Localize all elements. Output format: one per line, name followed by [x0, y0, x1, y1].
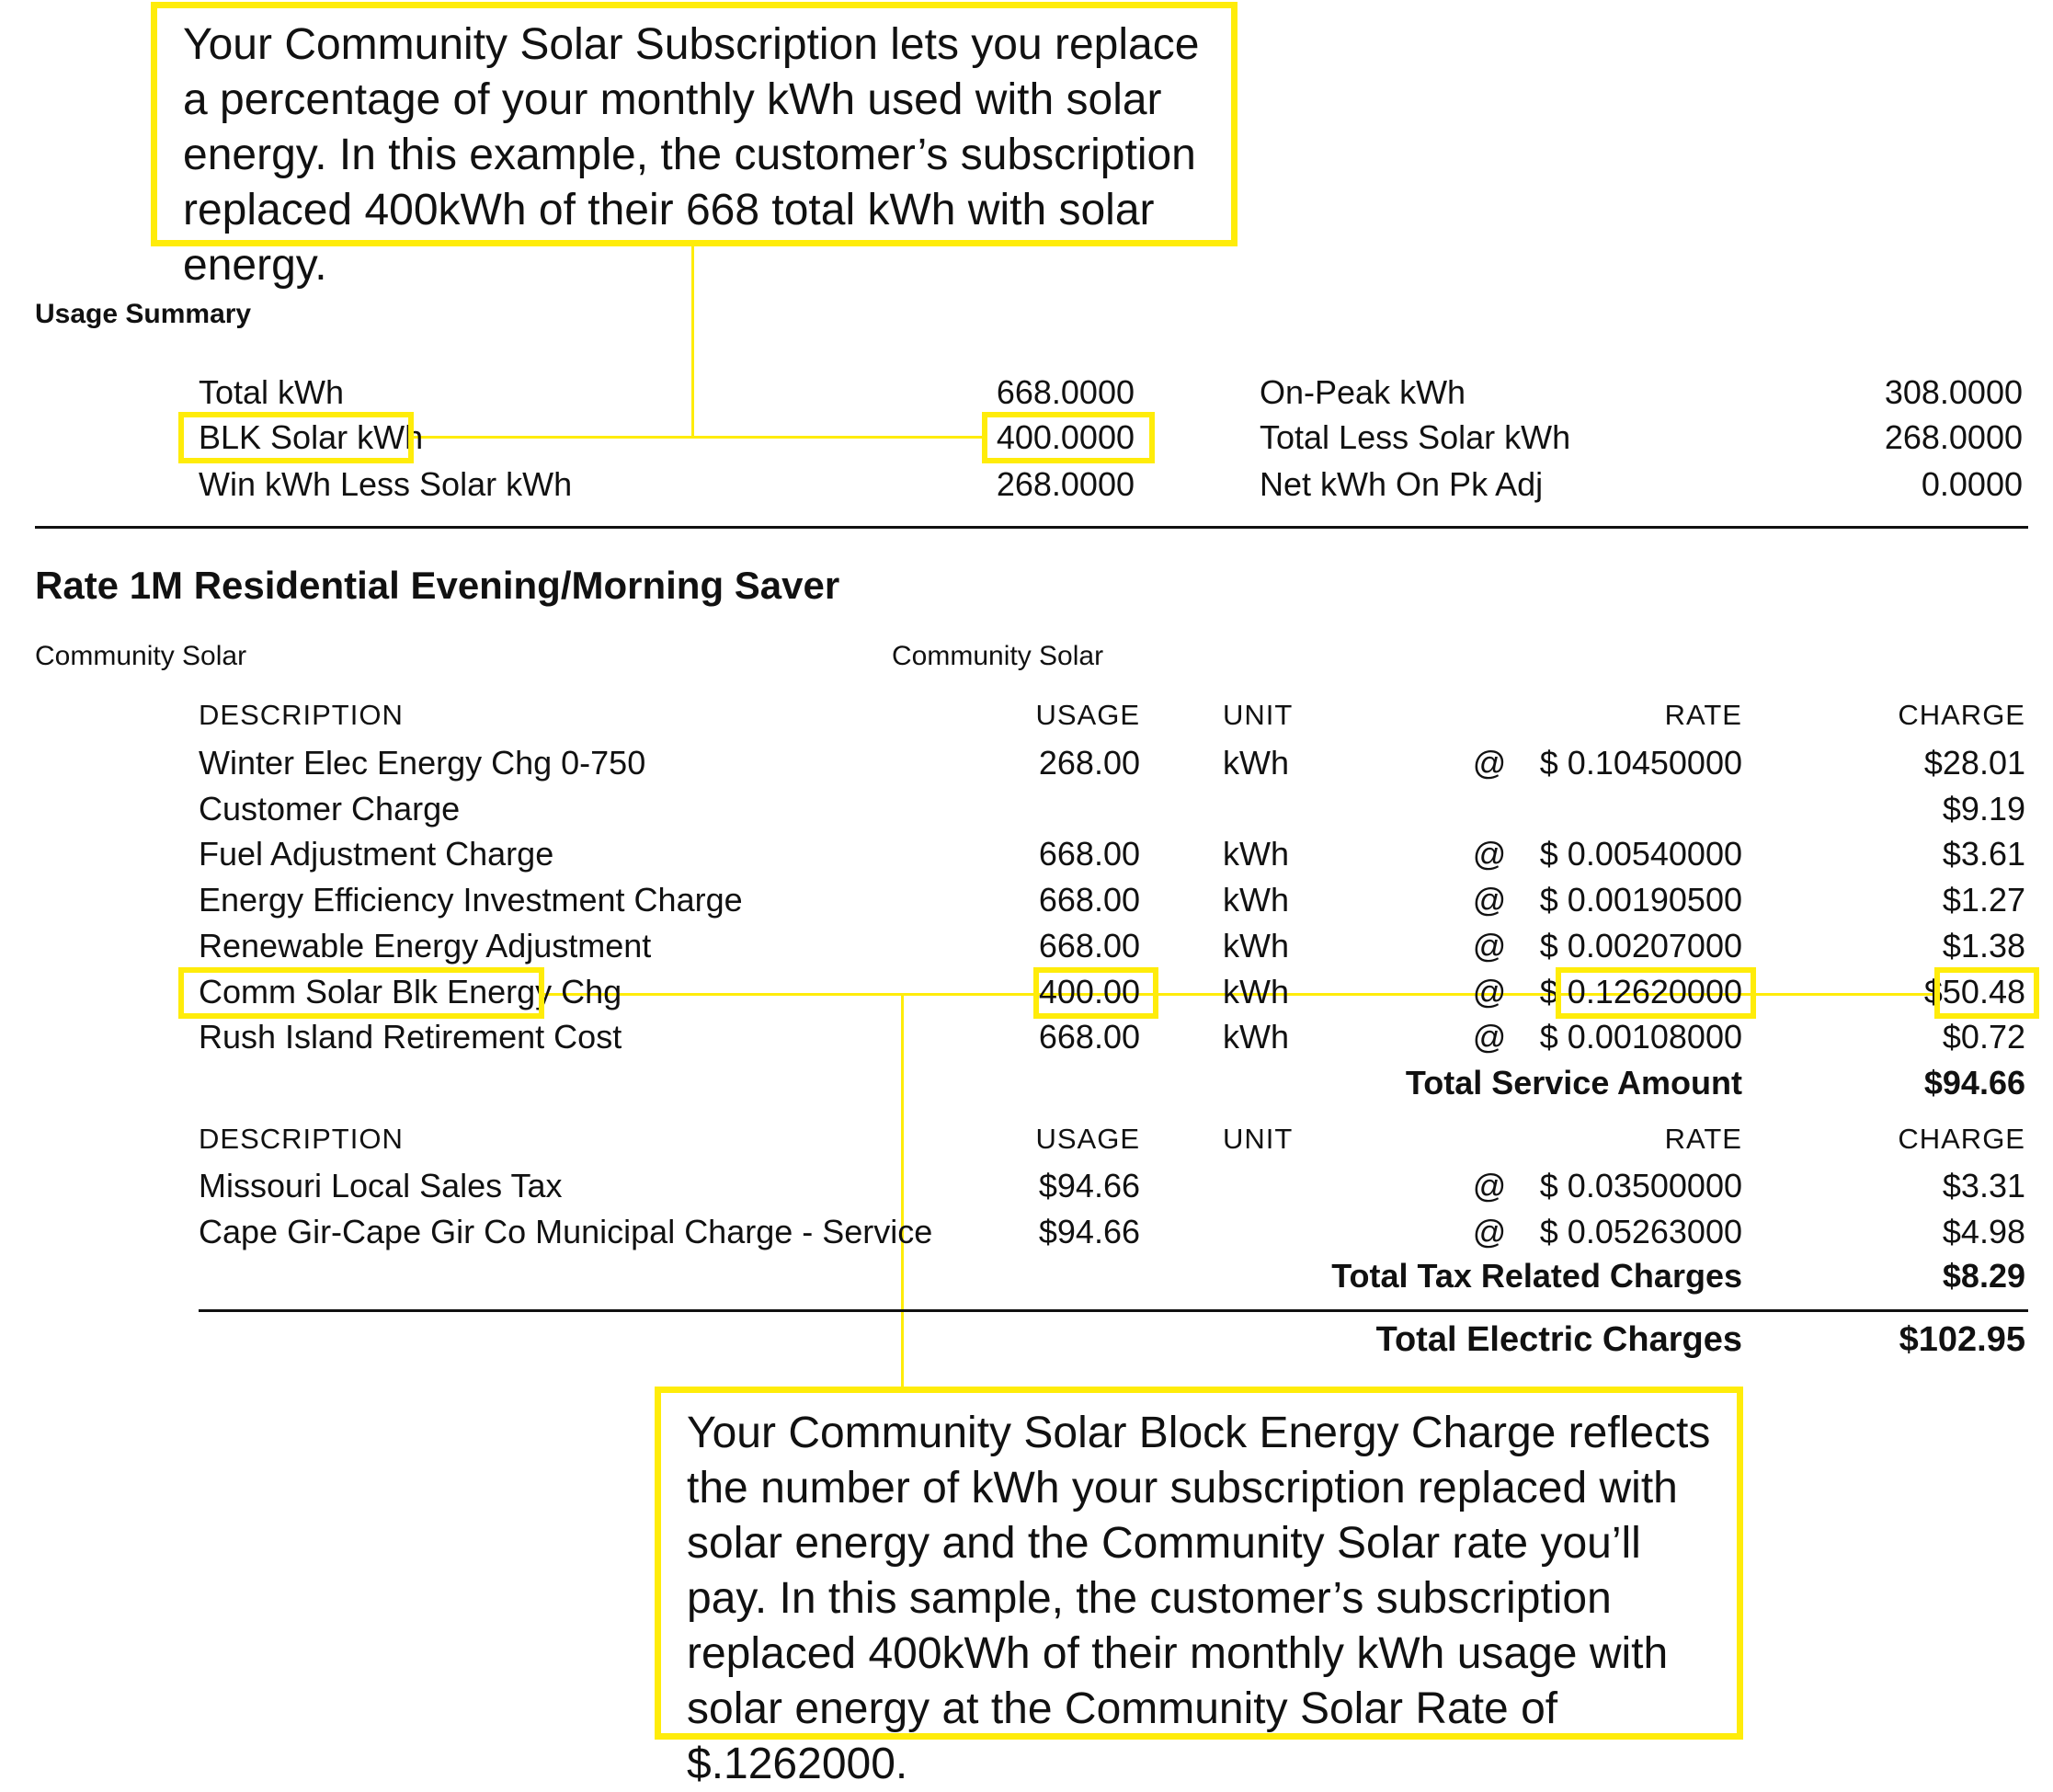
row-unit: kWh: [1223, 835, 1289, 873]
header-charge: CHARGE: [1898, 699, 2025, 731]
usage-value-blk-solar-kwh: 400.0000: [996, 418, 1135, 456]
row-charge: $3.61: [1942, 835, 2025, 873]
row-at: @: [1472, 744, 1507, 782]
header-unit: UNIT: [1223, 699, 1294, 731]
row-usage: 668.00: [1038, 881, 1140, 919]
callout-bottom-text: Your Community Solar Block Energy Charge reflects the number of kWh your subscription replaced with solar energy and the Community Solar rate you’ll pay. In this sample, the customer’s subscription replaced 400kWh of their monthly kWh usage with solar energy at the Community Solar Rate of $.1262000.: [687, 1409, 1711, 1788]
row-rate: $ 0.00108000: [1539, 1018, 1742, 1056]
usage-value-total-less-solar-kwh: 268.0000: [1884, 418, 2023, 456]
row-description: Winter Elec Energy Chg 0-750: [199, 744, 646, 782]
tax-header-charge: CHARGE: [1898, 1123, 2025, 1155]
total-tax-value: $8.29: [1942, 1257, 2025, 1295]
row-rate: $ 0.00190500: [1539, 881, 1742, 919]
row-usage: 400.00: [1038, 973, 1140, 1010]
row-usage: $94.66: [1038, 1167, 1140, 1204]
usage-value-net-kwh-on-pk-adj: 0.0000: [1921, 465, 2023, 503]
row-charge: $4.98: [1942, 1213, 2025, 1250]
callout-top: [151, 2, 1238, 290]
tax-header-usage: USAGE: [1035, 1123, 1140, 1155]
highlight-comm-solar-rate: [1556, 967, 1756, 1019]
totals-divider: [199, 1309, 2028, 1312]
row-at: @: [1472, 881, 1507, 919]
rate-title: Rate 1M Residential Evening/Morning Saver: [35, 564, 840, 607]
row-at: @: [1472, 835, 1507, 873]
total-electric-value: $102.95: [1899, 1320, 2025, 1359]
row-description: Fuel Adjustment Charge: [199, 835, 554, 873]
usage-label-total-kwh: Total kWh: [199, 373, 345, 411]
row-unit: kWh: [1223, 744, 1289, 782]
row-description: Customer Charge: [199, 790, 461, 828]
usage-label-on-peak-kwh: On-Peak kWh: [1260, 373, 1466, 411]
row-charge: $1.38: [1942, 927, 2025, 964]
row-usage: $94.66: [1038, 1213, 1140, 1250]
highlight-comm-solar-usage: [1033, 967, 1158, 1019]
callout-bottom: [655, 1387, 1743, 1788]
row-usage: 668.00: [1038, 1018, 1140, 1056]
total-electric-label: Total Electric Charges: [1375, 1320, 1742, 1359]
row-unit: kWh: [1223, 1018, 1289, 1056]
usage-label-blk-solar-kwh: BLK Solar kWh: [199, 418, 424, 456]
tax-header-description: DESCRIPTION: [199, 1123, 404, 1155]
usage-value-win-kwh-less-solar: 268.0000: [996, 465, 1135, 503]
row-rate: $ 0.12620000: [1539, 973, 1742, 1010]
usage-value-total-kwh: 668.0000: [996, 373, 1135, 411]
row-description: Cape Gir-Cape Gir Co Municipal Charge - Service: [199, 1213, 933, 1250]
connector-blk-solar: [412, 436, 984, 439]
section-divider: [35, 526, 2028, 529]
rate-subtitle-right: Community Solar: [892, 641, 1104, 671]
row-charge: $9.19: [1942, 790, 2025, 828]
connector-top-vertical: [691, 246, 694, 438]
callout-top-text: Your Community Solar Subscription lets you replace a percentage of your monthly kWh used with solar energy. In this example, the customer’s subscription replaced 400kWh of their 668 total kWh with solar energy.: [183, 20, 1200, 290]
row-usage: 268.00: [1038, 744, 1140, 782]
row-charge: $0.72: [1942, 1018, 2025, 1056]
usage-label-net-kwh-on-pk-adj: Net kWh On Pk Adj: [1260, 465, 1544, 503]
row-description: Rush Island Retirement Cost: [199, 1018, 622, 1056]
usage-summary-title: Usage Summary: [35, 299, 252, 329]
highlight-comm-solar-charge: [1934, 967, 2039, 1019]
row-description: Missouri Local Sales Tax: [199, 1167, 563, 1204]
highlight-comm-solar-description: [178, 967, 544, 1019]
usage-value-on-peak-kwh: 308.0000: [1884, 373, 2023, 411]
connector-bottom-vertical: [901, 993, 904, 1388]
row-at: @: [1472, 1167, 1507, 1204]
rate-subtitle-left: Community Solar: [35, 641, 247, 671]
header-usage: USAGE: [1035, 699, 1140, 731]
row-description: Renewable Energy Adjustment: [199, 927, 652, 964]
row-rate: $ 0.00540000: [1539, 835, 1742, 873]
row-charge: $28.01: [1923, 744, 2025, 782]
total-service-value: $94.66: [1923, 1064, 2025, 1101]
row-usage: 668.00: [1038, 835, 1140, 873]
row-charge: $3.31: [1942, 1167, 2025, 1204]
row-at: @: [1472, 927, 1507, 964]
highlight-blk-solar-label: [178, 412, 414, 463]
row-charge: $1.27: [1942, 881, 2025, 919]
row-at: @: [1472, 1018, 1507, 1056]
row-at: @: [1472, 1213, 1507, 1250]
row-rate: $ 0.00207000: [1539, 927, 1742, 964]
row-unit: kWh: [1223, 927, 1289, 964]
row-description: Comm Solar Blk Energy Chg: [199, 973, 622, 1010]
usage-label-total-less-solar-kwh: Total Less Solar kWh: [1260, 418, 1571, 456]
tax-header-rate: RATE: [1664, 1123, 1742, 1155]
total-tax-label: Total Tax Related Charges: [1331, 1257, 1742, 1295]
row-description: Energy Efficiency Investment Charge: [199, 881, 743, 919]
row-unit: kWh: [1223, 973, 1289, 1010]
header-rate: RATE: [1664, 699, 1742, 731]
usage-label-win-kwh-less-solar: Win kWh Less Solar kWh: [199, 465, 573, 503]
row-rate: $ 0.03500000: [1539, 1167, 1742, 1204]
header-description: DESCRIPTION: [199, 699, 404, 731]
row-rate: $ 0.10450000: [1539, 744, 1742, 782]
row-usage: 668.00: [1038, 927, 1140, 964]
row-rate: $ 0.05263000: [1539, 1213, 1742, 1250]
tax-header-unit: UNIT: [1223, 1123, 1294, 1155]
row-unit: kWh: [1223, 881, 1289, 919]
row-at: @: [1472, 973, 1507, 1010]
row-charge: $50.48: [1923, 973, 2025, 1010]
highlight-blk-solar-value: [982, 412, 1155, 463]
total-service-label: Total Service Amount: [1405, 1064, 1742, 1101]
